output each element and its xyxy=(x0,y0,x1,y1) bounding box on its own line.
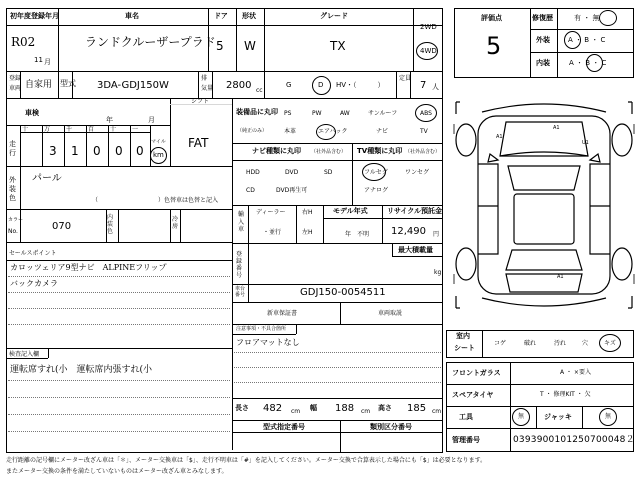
model-label: 型式 xyxy=(60,79,76,88)
shape-label: 形状 xyxy=(242,12,256,20)
height-value: 185 xyxy=(407,403,427,414)
ruled-line xyxy=(8,324,230,325)
windshield-value: A ・ ×要入 xyxy=(560,369,591,376)
divider xyxy=(64,125,65,166)
fuel-d: D xyxy=(318,81,324,89)
divider xyxy=(530,29,634,30)
divider xyxy=(446,428,634,429)
divider xyxy=(232,284,443,285)
selection-circle xyxy=(512,408,530,426)
mileage-digit: 3 xyxy=(49,144,57,158)
divider xyxy=(530,8,531,78)
divider xyxy=(108,125,109,166)
seat-dirt: 汚れ xyxy=(554,340,567,347)
doors-value: 5 xyxy=(216,39,224,53)
reg-number-label: 登録番号 xyxy=(236,251,243,279)
equip-aw: AW xyxy=(340,110,350,117)
drive-2wd: 2WD xyxy=(420,23,437,31)
chassis-label: 車台番号 xyxy=(235,286,246,298)
import-parallel: ・並行 xyxy=(263,229,282,236)
tv-fullseg: フルセグ xyxy=(364,169,388,176)
exterior-value: A ・ B ・ C xyxy=(568,36,606,44)
interior-color-label: 内装色 xyxy=(107,214,114,236)
doors-label: ドア xyxy=(214,12,228,20)
nav-sub: （社外品含む） xyxy=(311,149,347,155)
width-label: 幅 xyxy=(310,404,317,412)
divider xyxy=(118,209,119,242)
import-label: 輸入車 xyxy=(238,211,245,233)
shape-value: W xyxy=(244,39,256,53)
shift-label: シフト xyxy=(191,98,210,105)
divider xyxy=(6,209,232,210)
divider xyxy=(170,209,171,242)
divider xyxy=(382,205,383,243)
displacement-label: 排 xyxy=(201,75,208,82)
shift-value: FAT xyxy=(188,136,209,150)
divider xyxy=(236,8,237,71)
first-reg-year: R02 xyxy=(11,35,36,49)
inspection-year: 年 xyxy=(106,116,113,124)
mileage-digit: 0 xyxy=(93,144,101,158)
ruled-line xyxy=(8,414,230,415)
divider xyxy=(42,125,43,166)
mileage-digit-label: 十 xyxy=(110,126,117,133)
divider xyxy=(48,348,49,358)
divider xyxy=(413,8,414,71)
sales-point-line2: バックカメラ xyxy=(10,279,58,288)
mileage-digit-label: 十 xyxy=(22,126,29,133)
divider xyxy=(392,256,443,257)
divider xyxy=(6,358,48,359)
model-year-label: モデル年式 xyxy=(333,207,368,215)
capacity-value: 7 xyxy=(420,80,427,91)
damage-mark: A1 xyxy=(553,125,560,131)
divider xyxy=(446,406,634,407)
divider xyxy=(510,362,511,452)
max-load-label: 最大積載量 xyxy=(398,246,433,254)
ruled-line xyxy=(8,292,230,293)
cc-unit: cc xyxy=(256,87,263,94)
repair-value: 有 ・ 無 xyxy=(574,14,600,22)
ruled-line xyxy=(8,308,230,309)
chassis-value: GDJ150-0054511 xyxy=(300,287,386,298)
divider xyxy=(6,25,443,26)
nav-dvd: DVD xyxy=(285,169,299,176)
color-note: ）色替車は色替と記入 xyxy=(158,197,219,204)
footer-note-1: 走行距離の記号欄にメーター改ざん車は「＊」、メーター交換車は「$」、走行不明車は「#」を記入してください。メーター交換で合算表示した場合にも「$」は必要となります。 xyxy=(6,457,487,464)
nav-title: ナビ種類に丸印 xyxy=(252,147,301,155)
equip-abs: ABS xyxy=(420,110,432,117)
usage-value: 自家用 xyxy=(25,80,53,90)
divider xyxy=(323,205,324,243)
attention-label: 注意事項・不具合箇所 xyxy=(236,326,287,332)
color-value: パール xyxy=(32,173,62,184)
mileage-digit: 1 xyxy=(71,144,79,158)
divider xyxy=(58,71,59,98)
seat-label: 室内 xyxy=(456,332,470,340)
aircon-label: 冷房 xyxy=(172,216,179,231)
selection-circle xyxy=(564,31,581,49)
equipment-title: 装備品に丸印 xyxy=(236,108,278,116)
score-value: 5 xyxy=(486,32,502,60)
spare-value: T ・ 修理KIT ・ 欠 xyxy=(540,391,591,398)
recycle-label: リサイクル預託金 xyxy=(387,207,443,215)
damage-mark: A1 xyxy=(557,274,564,280)
seat-scratch: キズ xyxy=(604,340,616,347)
nav-sd: SD xyxy=(324,169,333,176)
divider xyxy=(170,98,171,166)
tv-oneseg: ワンセグ xyxy=(405,169,430,176)
selection-circle xyxy=(416,42,438,60)
divider xyxy=(6,348,232,349)
tv-sub: （社外品含む） xyxy=(405,149,441,155)
divider xyxy=(323,218,443,219)
km-unit: km xyxy=(153,151,164,159)
divider xyxy=(130,125,131,166)
divider xyxy=(232,143,443,144)
tv-analog: アナログ xyxy=(364,187,389,194)
divider xyxy=(6,260,232,261)
ruled-line xyxy=(234,382,441,383)
divider xyxy=(20,166,21,242)
vehicle-manual: 車両取説 xyxy=(378,310,403,317)
divider xyxy=(232,160,443,161)
selection-circle xyxy=(599,10,617,26)
divider xyxy=(232,243,443,244)
seat-label2: シート xyxy=(454,344,475,352)
import-dealer: ディーラー xyxy=(256,209,286,216)
mileage-digit: 0 xyxy=(115,144,123,158)
mileage-digit-label: 千 xyxy=(66,126,73,133)
ruled-line xyxy=(8,276,230,277)
nav-hdd: HDD xyxy=(246,169,260,176)
grade-label: グレード xyxy=(320,12,348,20)
yen-unit: 円 xyxy=(433,231,440,238)
divider xyxy=(296,205,297,243)
length-unit: cm xyxy=(291,408,301,415)
score-label: 評価点 xyxy=(481,14,502,22)
mileage-digit-label: 万 xyxy=(44,126,51,133)
divider xyxy=(248,205,249,243)
divider xyxy=(6,242,232,243)
divider xyxy=(180,209,181,242)
ruled-line xyxy=(8,380,230,381)
first-reg-label: 初年度登録年月 xyxy=(10,12,59,20)
displacement-label2: 気量 xyxy=(201,85,214,92)
selection-circle xyxy=(599,334,621,352)
mileage-digit-label: 一 xyxy=(132,126,139,133)
divider xyxy=(582,406,583,428)
divider xyxy=(536,406,537,428)
ruled-line xyxy=(234,367,441,368)
tv-title: TV種類に丸印 xyxy=(357,147,403,155)
width-value: 188 xyxy=(335,403,355,414)
color-no-value: 070 xyxy=(52,221,72,232)
divider xyxy=(396,71,397,98)
selection-circle xyxy=(362,163,386,181)
sales-point-line1: カロッツェリア9型ナビ ALPINEフリップ xyxy=(10,263,167,272)
selection-circle xyxy=(415,104,437,122)
import-left: 左H xyxy=(302,229,313,236)
color-no-label2: No. xyxy=(8,228,18,235)
tools-value: 無 xyxy=(518,413,525,420)
divider xyxy=(232,432,443,433)
drive-4wd: 4WD xyxy=(420,47,437,55)
model-code: 3DA-GDJ150W xyxy=(97,80,169,91)
management-value: 0393900101250700048２ xyxy=(513,435,635,445)
length-label: 長さ xyxy=(235,404,249,412)
reg-label: 登録 xyxy=(9,75,22,82)
equip-leather: 本革 xyxy=(284,128,297,135)
car-name-label: 車名 xyxy=(125,12,139,20)
grade-value: TX xyxy=(330,39,346,53)
length-value: 482 xyxy=(263,403,283,414)
import-right: 右H xyxy=(302,209,313,216)
repair-label: 修復歴 xyxy=(532,14,553,22)
divider xyxy=(352,143,353,205)
seat-hole: 穴 xyxy=(582,340,589,347)
nav-cd: CD xyxy=(246,187,255,194)
divider xyxy=(198,71,199,98)
equip-ps: PS xyxy=(284,110,292,117)
color-paren: （ xyxy=(92,197,99,204)
divider xyxy=(446,384,634,385)
car-name-value: ランドクルーザープラド xyxy=(85,35,216,49)
footer-note-2: またメーター交換の条件を満たしていないものはメーター改ざん車とみなします。 xyxy=(6,468,228,475)
divider xyxy=(248,284,249,302)
capacity-label: 定員 xyxy=(399,75,412,82)
equip-airbag: エアバック xyxy=(318,128,348,135)
selection-circle xyxy=(316,124,336,140)
fuel-hv: HV・（ ） xyxy=(336,81,385,89)
class-no-label: 類別区分番号 xyxy=(370,423,412,431)
divider xyxy=(6,98,443,99)
divider xyxy=(232,420,443,421)
model-year-value: 年 不明 xyxy=(345,231,370,238)
first-reg-month: 11 xyxy=(34,56,43,64)
inspector-notes: 運転席すれ(小 運転席内張すれ(小 xyxy=(10,365,153,375)
seat-tear: 破れ xyxy=(524,340,537,347)
divider xyxy=(340,302,341,324)
divider xyxy=(296,324,297,334)
spare-label: スペアタイヤ xyxy=(452,391,494,399)
divider xyxy=(264,8,265,71)
sales-point-label: セールスポイント xyxy=(9,250,57,257)
divider xyxy=(232,205,443,206)
jack-value: 無 xyxy=(605,413,612,420)
divider xyxy=(248,243,249,284)
divider xyxy=(482,330,483,358)
damage-mark: U1 xyxy=(582,140,589,146)
jack-label: ジャッキ xyxy=(544,413,572,421)
management-label: 管理番号 xyxy=(452,436,480,444)
type-no-label: 型式指定番号 xyxy=(263,423,305,431)
divider xyxy=(264,71,265,98)
width-unit: cm xyxy=(361,408,371,415)
fuel-g: G xyxy=(286,81,292,89)
selection-circle xyxy=(312,76,331,95)
equipment-sub: （純正のみ） xyxy=(237,128,268,134)
inspection-label: 車検 xyxy=(25,109,39,117)
divider xyxy=(392,243,393,256)
divider xyxy=(232,398,443,399)
month-unit: 月 xyxy=(44,58,51,66)
selection-circle xyxy=(586,54,603,72)
damage-mark: A1 xyxy=(496,134,503,140)
equip-pw: PW xyxy=(312,110,322,117)
height-unit: cm xyxy=(432,408,442,415)
divider xyxy=(86,125,87,166)
attention-value: フロアマットなし xyxy=(236,338,300,347)
inspector-label: 検査記入欄 xyxy=(9,351,40,358)
height-label: 高さ xyxy=(378,404,392,412)
mileage-label: 走行 xyxy=(9,140,16,158)
inspection-month: 月 xyxy=(148,116,155,124)
divider xyxy=(232,334,296,335)
ruled-line xyxy=(8,397,230,398)
selection-circle xyxy=(150,147,167,164)
selection-circle xyxy=(599,408,617,426)
displacement-value: 2800 xyxy=(226,80,252,91)
tools-label: 工具 xyxy=(459,413,473,421)
reg-label2: 車両 xyxy=(9,85,22,92)
equip-sunroof: サンルーフ xyxy=(368,110,398,117)
car-diagram xyxy=(452,94,636,316)
recycle-value: 12,490 xyxy=(391,226,426,237)
nav-dvd-play: DVD再生可 xyxy=(276,187,308,194)
interior-label: 内装 xyxy=(536,59,550,67)
divider xyxy=(232,324,443,325)
ruled-line xyxy=(8,431,230,432)
divider xyxy=(6,166,232,167)
color-no-label: カラー xyxy=(8,217,24,223)
mileage-digit-label: 百 xyxy=(88,126,95,133)
mile-unit: マイル xyxy=(151,139,166,145)
new-car-warranty: 新車保証書 xyxy=(267,310,298,317)
capacity-unit: 人 xyxy=(432,83,439,91)
ruled-line xyxy=(234,352,441,353)
mileage-digit: 0 xyxy=(136,144,144,158)
equip-navi: ナビ xyxy=(376,128,389,135)
divider xyxy=(557,8,558,78)
exterior-label: 外装 xyxy=(536,36,550,44)
kg-unit: kg xyxy=(434,269,442,276)
color-label: 外装色 xyxy=(9,176,16,202)
divider xyxy=(232,302,443,303)
divider xyxy=(340,420,341,453)
interior-value: A ・ B ・ C xyxy=(569,59,607,67)
equip-tv: TV xyxy=(420,128,428,135)
seat-koge: コゲ xyxy=(494,340,507,347)
windshield-label: フロントガラス xyxy=(452,369,501,377)
divider xyxy=(530,52,634,53)
